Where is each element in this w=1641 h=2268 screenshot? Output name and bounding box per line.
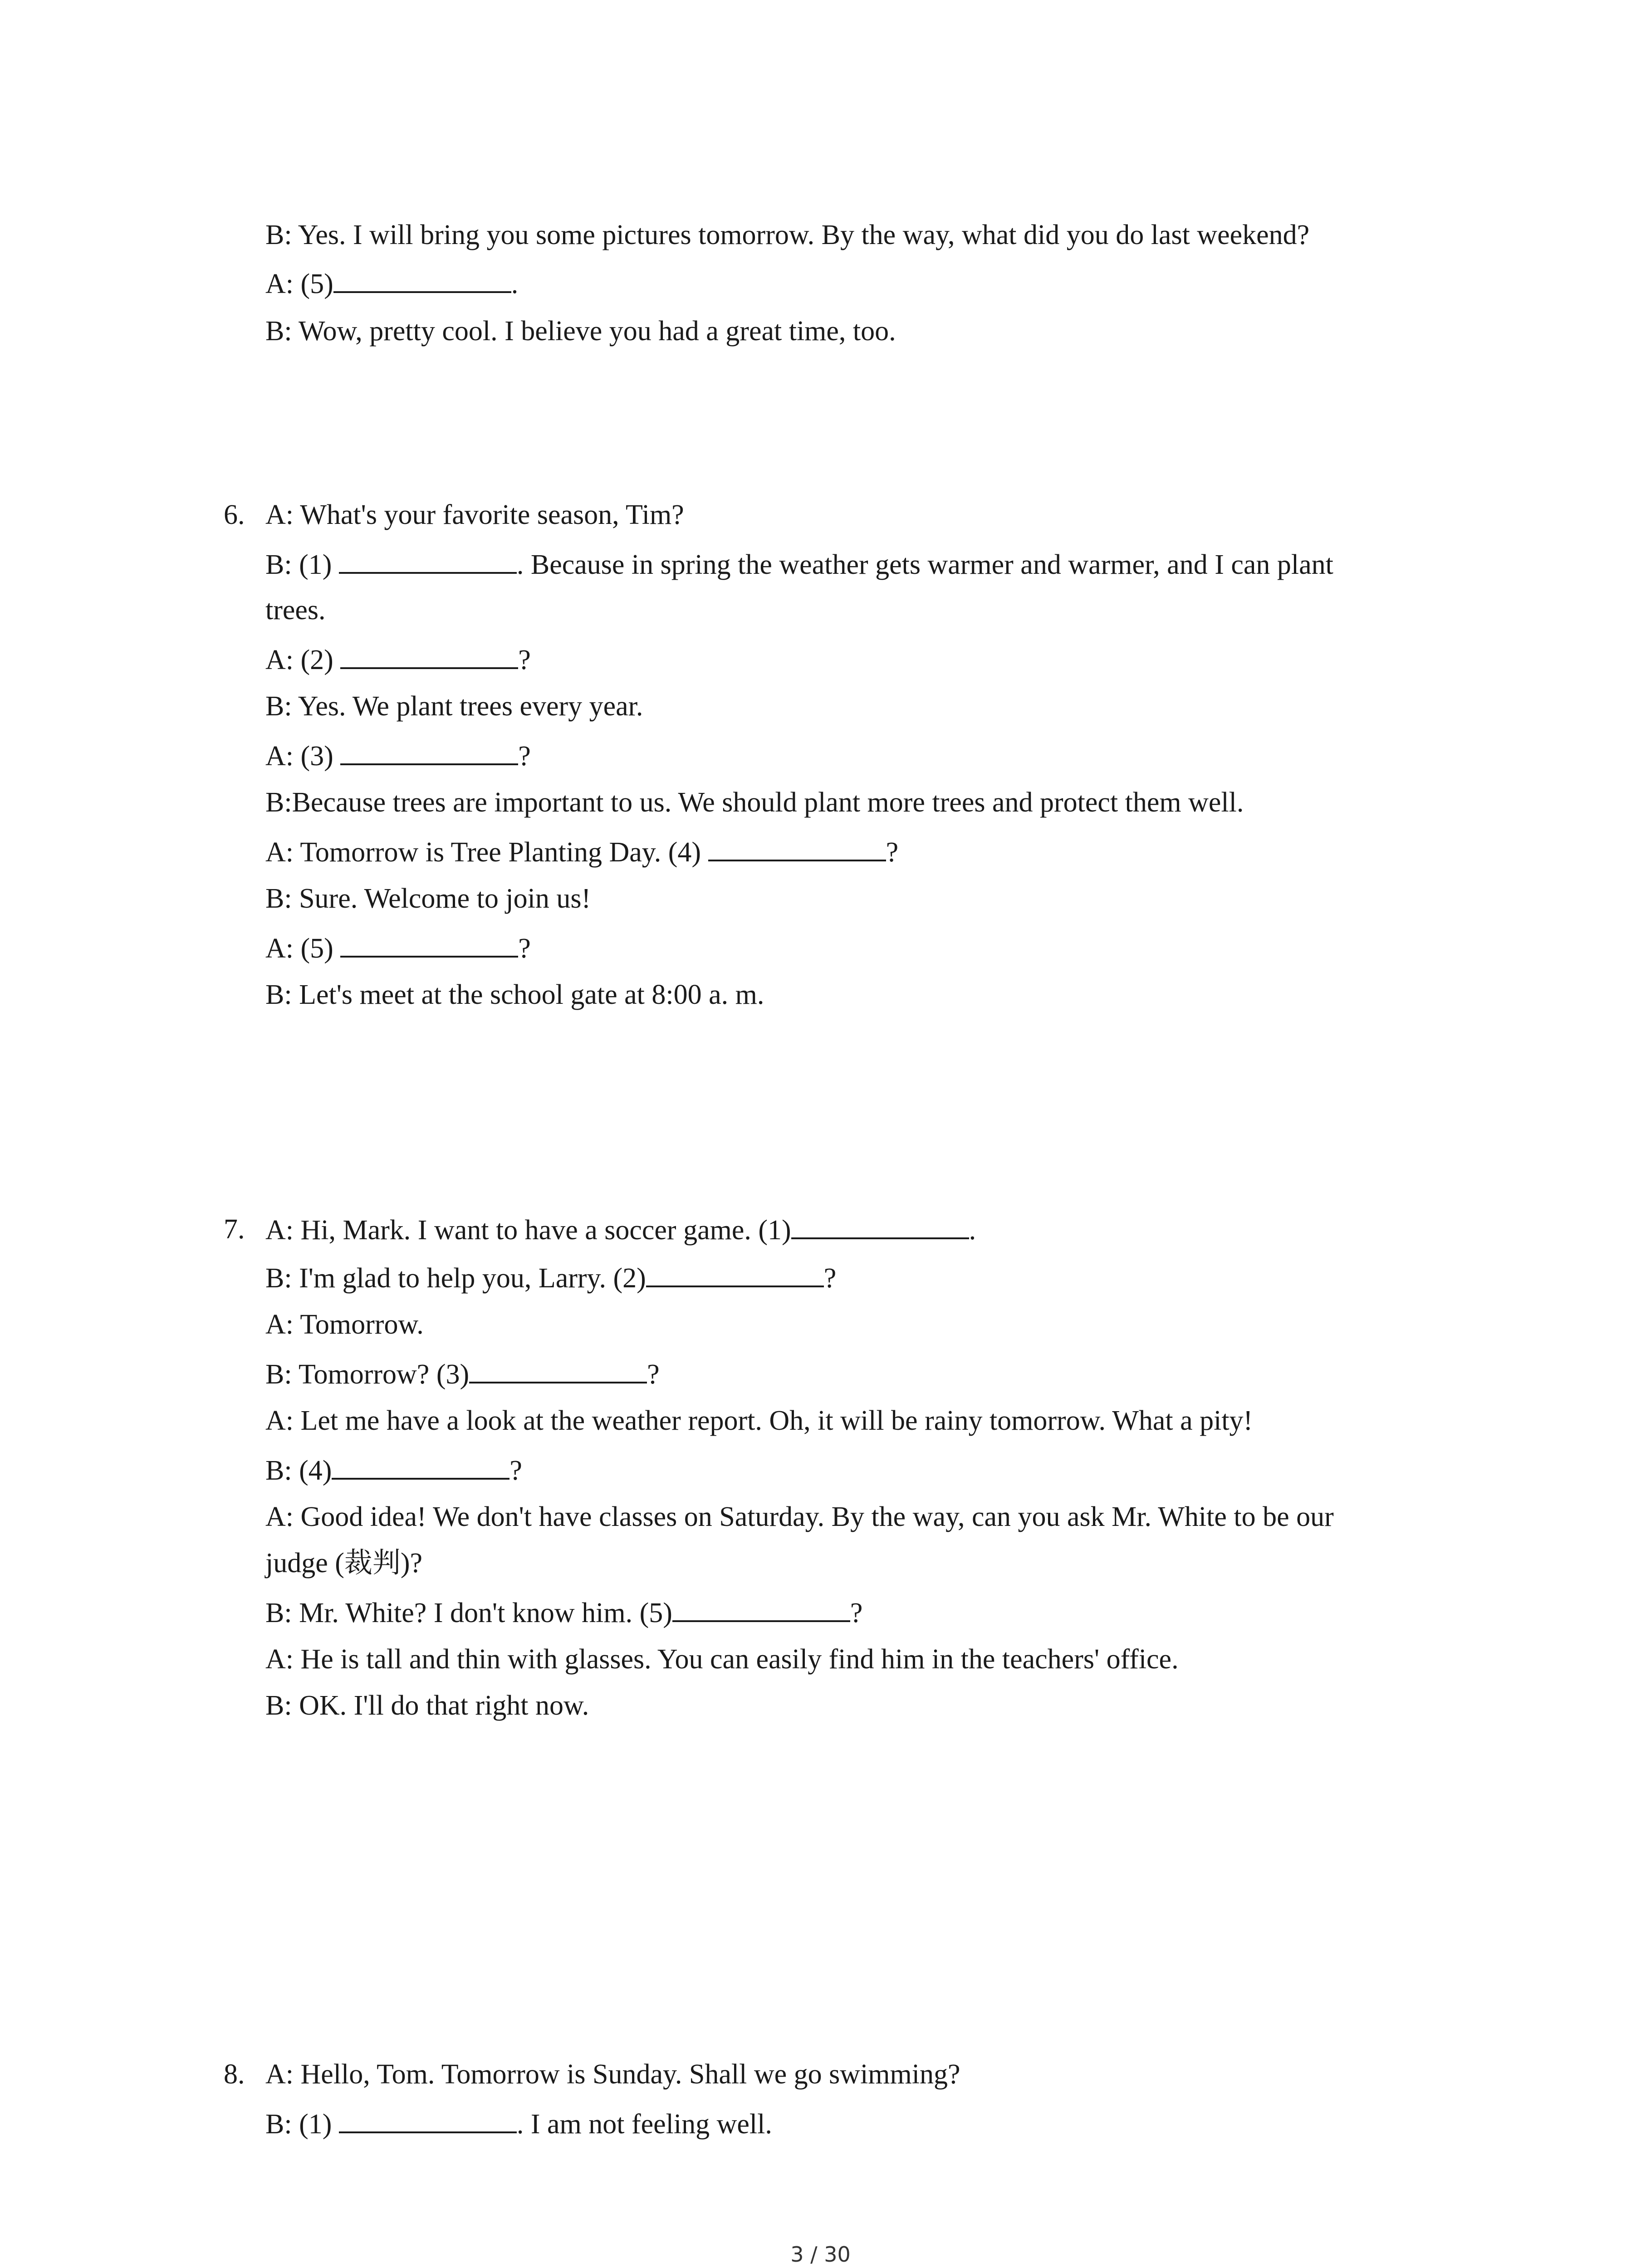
dialogue-line: B: I'm glad to help you, Larry. (2) ? — [265, 1259, 836, 1296]
answer-blank[interactable] — [332, 1452, 509, 1480]
dialogue-line: A: Good idea! We don't have classes on Saturday. By the way, can you ask Mr. White to be our — [265, 1501, 1334, 1532]
dialogue-line: A: Tomorrow. — [265, 1309, 424, 1340]
question-number: 6. — [224, 499, 245, 530]
dialogue-line: B: Yes. We plant trees every year. — [265, 691, 643, 722]
dialogue-line: B: Mr. White? I don't know him. (5) ? — [265, 1594, 862, 1631]
dialogue-line: A: Tomorrow is Tree Planting Day. (4) ? — [265, 833, 898, 870]
dialogue-line: A: He is tall and thin with glasses. You can easily find him in the teachers' office. — [265, 1644, 1179, 1675]
answer-blank[interactable] — [672, 1594, 850, 1622]
dialogue-line: A: Hi, Mark. I want to have a soccer game. (1) . — [265, 1211, 976, 1248]
dialogue-line: B: OK. I'll do that right now. — [265, 1690, 589, 1721]
dialogue-line: A: (5) . — [265, 265, 518, 302]
page-number: 3 / 30 — [790, 2242, 851, 2267]
answer-blank[interactable] — [333, 265, 511, 293]
answer-blank[interactable] — [469, 1355, 647, 1383]
dialogue-line: A: Hello, Tom. Tomorrow is Sunday. Shall we go swimming? — [265, 2059, 960, 2090]
question-number: 8. — [224, 2059, 245, 2090]
answer-blank[interactable] — [340, 929, 518, 958]
dialogue-line: B: Sure. Welcome to join us! — [265, 883, 591, 914]
answer-blank[interactable] — [339, 2105, 517, 2133]
dialogue-line: B: Wow, pretty cool. I believe you had a great time, too. — [265, 316, 896, 347]
dialogue-line: trees. — [265, 595, 326, 626]
dialogue-line: B: Let's meet at the school gate at 8:00 a. m. — [265, 979, 764, 1010]
dialogue-line: B: (4) ? — [265, 1452, 522, 1489]
dialogue-line: A: Let me have a look at the weather report. Oh, it will be rainy tomorrow. What a pity! — [265, 1405, 1253, 1436]
dialogue-line: A: (3) ? — [265, 737, 531, 774]
dialogue-line: B: Tomorrow? (3) ? — [265, 1355, 660, 1393]
dialogue-line: B: (1) . Because in spring the weather gets warmer and warmer, and I can plant — [265, 546, 1333, 583]
answer-blank[interactable] — [340, 641, 518, 669]
dialogue-line: B:Because trees are important to us. We should plant more trees and protect them well. — [265, 787, 1244, 818]
answer-blank[interactable] — [646, 1259, 824, 1287]
answer-blank[interactable] — [339, 546, 517, 574]
question-number: 7. — [224, 1214, 245, 1245]
answer-blank[interactable] — [340, 737, 518, 765]
answer-blank[interactable] — [791, 1211, 969, 1239]
answer-blank[interactable] — [708, 833, 886, 861]
dialogue-line: A: (5) ? — [265, 929, 531, 967]
dialogue-line: judge (裁判)? — [265, 1548, 423, 1579]
dialogue-line: B: Yes. I will bring you some pictures tomorrow. By the way, what did you do last weekend? — [265, 220, 1310, 250]
dialogue-line: A: What's your favorite season, Tim? — [265, 499, 684, 530]
dialogue-line: B: (1) . I am not feeling well. — [265, 2105, 772, 2142]
dialogue-line: A: (2) ? — [265, 641, 531, 678]
